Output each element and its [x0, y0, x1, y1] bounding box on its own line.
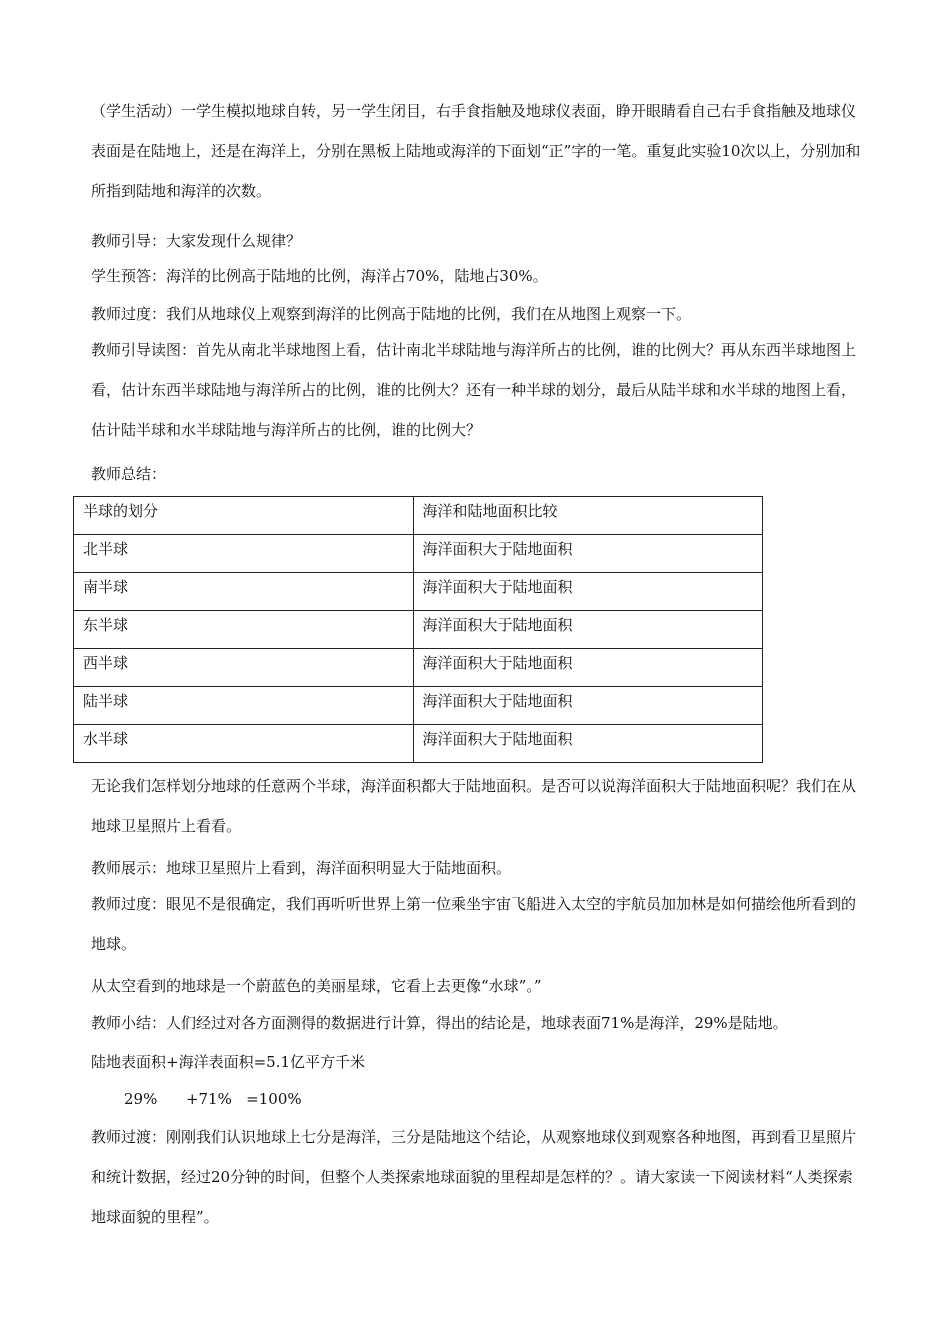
paragraph-percentage-equation: 29% +71% =100% — [124, 1090, 302, 1108]
table-cell: 北半球 — [74, 535, 414, 573]
paragraph-student-activity: （学生活动）一学生模拟地球自转，另一学生闭目，右手食指触及地球仪表面，睁开眼睛看自己右手食指触及地球仪表面是在陆地上，还是在海洋上，分别在黑板上陆地或海洋的下面划“正”字的一笔。重复此实验10次以上，分别加和所指到陆地和海洋的次数。 — [91, 102, 861, 200]
table-cell: 南半球 — [74, 573, 414, 611]
table-row — [74, 649, 763, 687]
paragraph-teacher-transition: 教师过度：我们从地球仪上观察到海洋的比例高于陆地的比例，我们在从地图上观察一下。 — [91, 305, 692, 323]
table-row — [74, 611, 763, 649]
paragraph-map-reading: 教师引导读图：首先从南北半球地图上看，估计南北半球陆地与海洋所占的比例，谁的比例大？再从东西半球地图上看，估计东西半球陆地与海洋所占的比例，谁的比例大？还有一种半球的划分，最后从陆半球和水半球的地图上看，估计陆半球和水半球陆地与海洋所占的比例，谁的比例大？ — [91, 341, 857, 439]
hemisphere-comparison-table — [73, 496, 763, 763]
table-cell: 东半球 — [74, 611, 414, 649]
table-row — [74, 725, 763, 763]
table-header-cell: 海洋和陆地面积比较 — [413, 497, 763, 535]
table-cell: 西半球 — [74, 649, 414, 687]
paragraph-teacher-summary-label: 教师总结： — [91, 465, 167, 483]
paragraph-gagarin: 教师过度：眼见不是很确定，我们再听听世界上第一位乘坐宇宙飞船进入太空的宇航员加加林是如何描绘他所看到的地球。 — [91, 895, 857, 953]
table-row — [74, 687, 763, 725]
paragraph-hemisphere-conclusion: 无论我们怎样划分地球的任意两个半球，海洋面积都大于陆地面积。是否可以说海洋面积大于陆地面积呢？我们在从地球卫星照片上看看。 — [91, 777, 857, 835]
table-header-row — [74, 497, 763, 535]
table-cell: 陆半球 — [74, 687, 414, 725]
table-cell: 海洋面积大于陆地面积 — [413, 687, 763, 725]
table-cell: 海洋面积大于陆地面积 — [413, 649, 763, 687]
table-cell: 水半球 — [74, 725, 414, 763]
paragraph-water-planet-quote: 从太空看到的地球是一个蔚蓝色的美丽星球，它看上去更像“水球”。” — [91, 977, 542, 995]
table-row — [74, 535, 763, 573]
paragraph-surface-area-equation: 陆地表面积+海洋表面积=5.1亿平方千米 — [91, 1053, 365, 1071]
table-cell: 海洋面积大于陆地面积 — [413, 573, 763, 611]
table-row — [74, 573, 763, 611]
paragraph-teacher-guide: 教师引导：大家发现什么规律？ — [91, 232, 302, 250]
table-cell: 海洋面积大于陆地面积 — [413, 611, 763, 649]
paragraph-teacher-conclusion: 教师小结：人们经过对各方面测得的数据进行计算，得出的结论是，地球表面71%是海洋，29%是陆地。 — [91, 1014, 788, 1032]
paragraph-teacher-show: 教师展示：地球卫星照片上看到，海洋面积明显大于陆地面积。 — [91, 859, 512, 877]
paragraph-student-answer: 学生预答：海洋的比例高于陆地的比例，海洋占70%，陆地占30%。 — [91, 267, 548, 285]
table-cell: 海洋面积大于陆地面积 — [413, 725, 763, 763]
table-header-cell: 半球的划分 — [74, 497, 414, 535]
paragraph-teacher-transition-reading: 教师过渡：刚刚我们认识地球上七分是海洋，三分是陆地这个结论，从观察地球仪到观察各种地图，再到看卫星照片和统计数据，经过20分钟的时间，但整个人类探索地球面貌的里程却是怎样的？。请大家读一下阅读材料“人类探索地球面貌的里程”。 — [91, 1128, 857, 1226]
table-cell: 海洋面积大于陆地面积 — [413, 535, 763, 573]
